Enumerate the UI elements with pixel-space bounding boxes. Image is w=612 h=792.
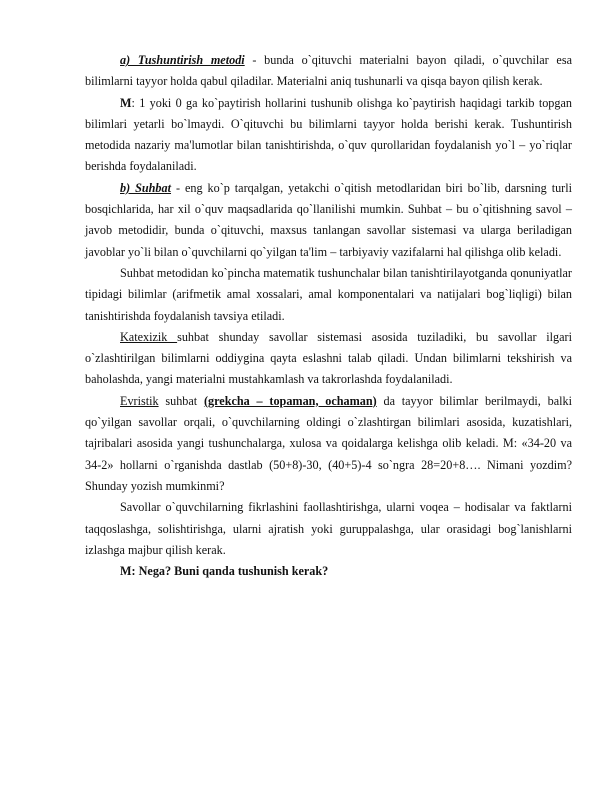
paragraph-text: : 1 yoki 0 ga ko`paytirish hollarini tushunib olishga ko`paytirish haqidagi tarkib topgan bilimlari yetarli bo`lmaydi. O`qituvchi bu bilimlarni tayyor holda berishi kerak. Tushuntirish metodida nazariy ma'lumotlar bilan tanishtirishda, o`quv qurollaridan foydalanish yo`l – yo`riqlar berishda foydalaniladi.: [85, 95, 572, 174]
example-marker: M: [120, 95, 132, 110]
paragraph-text-before: suhbat: [158, 393, 204, 408]
paragraph-text: M: Nega? Buni qanda tushunish kerak?: [120, 564, 329, 579]
term-evristik: Evristik: [120, 393, 159, 408]
term-suhbat: b) Suhbat: [120, 180, 172, 195]
paragraph-example-multiplication: [85, 93, 572, 178]
paragraph-text: suhbat shunday savollar sistemasi asosida tuziladiki, bu savollar ilgari o`zlashtirilgan bilimlarni oddiygina qayta eslashni talab qiladi. Undan bilimlarni tekshirish va baholashda, yangi materialni mustahkamlash va takrorlashda foydalaniladi.: [85, 329, 572, 387]
paragraph-text: - eng ko`p tarqalgan, yetakchi o`qitish metodlaridan biri bo`lib, darsning turli bosqichlarida, har xil o`quv maqsadlarida qo`llanilishi mumkin. Suhbat – bu o`qitishning savol – javob metodidir, bunda o`qituvchi, maxsus tanlangan savollar sistemasi va ularga beriladigan javoblar yo`li bilan o`quvchilarni qo`yilgan ta'lim – tarbiyaviy vazifalarni hal qilishga olib keladi.: [85, 180, 572, 259]
paragraph-evristik: [85, 391, 572, 497]
paragraph-text: da tayyor bilimlar berilmaydi, balki qo`yilgan savollar orqali, o`quvchilarning oldingi o`zlashtirgan bilimlari asosida, kuzatishlari, tajribalari asosida yangi tushunchalarga, xulosa va qoidalarga kelishga olib keladi. M: «34-20 va 34-2» hollarni o`rganishda dastlab (50+8)-30, (40+5)-4 so`ngra 28=20+8…. Nimani yozdim? Shunday yozish mumkinmi?: [85, 393, 572, 493]
paragraph-text: - bunda o`qituvchi materialni bayon qiladi, o`quvchilar esa bilimlarni tayyor holda qabul qiladilar. Materialni aniq tushunarli va qisqa bayon qilish kerak.: [85, 53, 572, 89]
document-page: [85, 50, 572, 582]
paragraph-tushuntirish-metodi: [85, 50, 572, 93]
term-tushuntirish-metodi: a) Tushuntirish metodi: [120, 53, 245, 67]
term-katexizik: Katexizik: [120, 329, 178, 344]
term-grekcha: (grekcha – topaman, ochaman): [203, 393, 377, 408]
paragraph-text: Savollar o`quvchilarning fikrlashini faollashtirishga, ularni voqea – hodisalar va faktlarni taqqoslashga, solishtirishga, ularni ajratish yoki guruppalashga, ular orasidagi bog`lanishlarni izlashga majbur qilish kerak.: [85, 500, 572, 557]
paragraph-example-question: [85, 561, 572, 582]
paragraph-suhbat: [85, 178, 572, 263]
paragraph-katexizik: [85, 327, 572, 391]
paragraph-savollar: [85, 497, 572, 561]
paragraph-suhbat-usage: [85, 263, 572, 327]
paragraph-text: Suhbat metodidan ko`pincha matematik tushunchalar bilan tanishtirilayotganda qonuniyatlar tipidagi bilimlar (arifmetik amal xossalari, amal komponentalari va natijalari bog`liqligi) bilan tanishtirishda foydalanish tavsiya etiladi.: [85, 265, 572, 323]
